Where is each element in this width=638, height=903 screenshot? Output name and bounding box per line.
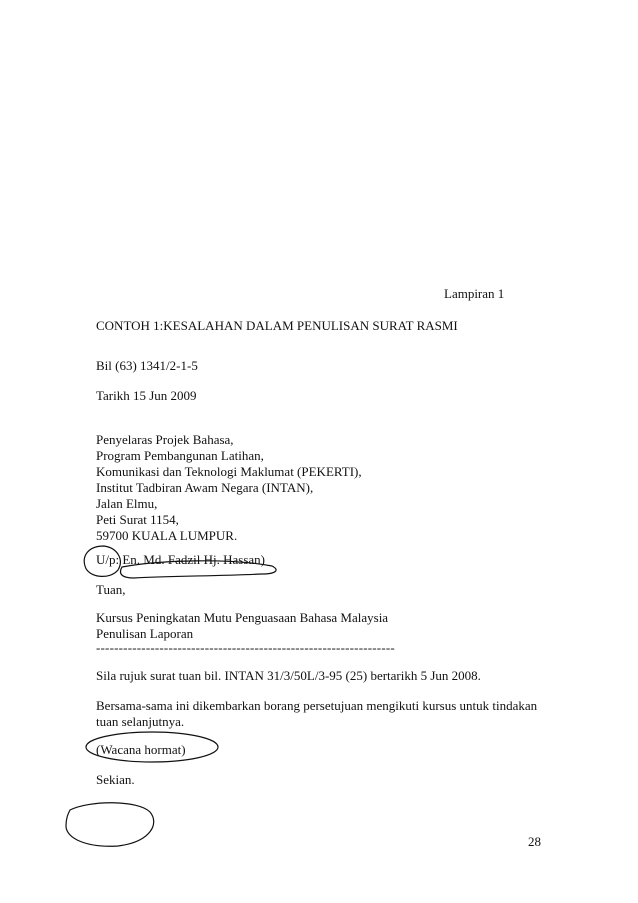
body-paragraph: tuan selanjutnya. [96, 714, 185, 729]
address-line: Jalan Elmu, [96, 496, 158, 511]
address-line: 59700 KUALA LUMPUR. [96, 528, 238, 543]
subject-line: Penulisan Laporan [96, 626, 194, 641]
subject-rule: ------------------------------------------------------------------ [96, 640, 395, 655]
address-line: Institut Tadbiran Awam Negara (INTAN), [96, 480, 314, 495]
salutation: Tuan, [96, 582, 126, 597]
subject-line: Kursus Peningkatan Mutu Penguasaan Bahasa Malaysia [96, 610, 389, 625]
document-heading: CONTOH 1:KESALAHAN DALAM PENULISAN SURAT RASMI [96, 318, 458, 333]
reference-number: Bil (63) 1341/2-1-5 [96, 358, 198, 373]
address-line: Peti Surat 1154, [96, 512, 179, 527]
body-paragraph: Sila rujuk surat tuan bil. INTAN 31/3/50L/3-95 (25) bertarikh 5 Jun 2008. [96, 668, 481, 683]
appendix-label: Lampiran 1 [444, 286, 505, 301]
body-paragraph: Bersama-sama ini dikembarkan borang persetujuan mengikuti kursus untuk tindakan [96, 698, 538, 713]
closing-phrase: (Wacana hormat) [96, 742, 186, 757]
attention-line: U/p: En. Md. Fadzil Hj. Hassan) [96, 552, 265, 567]
signature-blank-circle [66, 803, 154, 847]
letter-date: Tarikh 15 Jun 2009 [96, 388, 197, 403]
address-line: Penyelaras Projek Bahasa, [96, 432, 234, 447]
page-number: 28 [528, 834, 541, 849]
address-line: Komunikasi dan Teknologi Maklumat (PEKERTI), [96, 464, 362, 479]
signoff: Sekian. [96, 772, 135, 787]
address-line: Program Pembangunan Latihan, [96, 448, 264, 463]
